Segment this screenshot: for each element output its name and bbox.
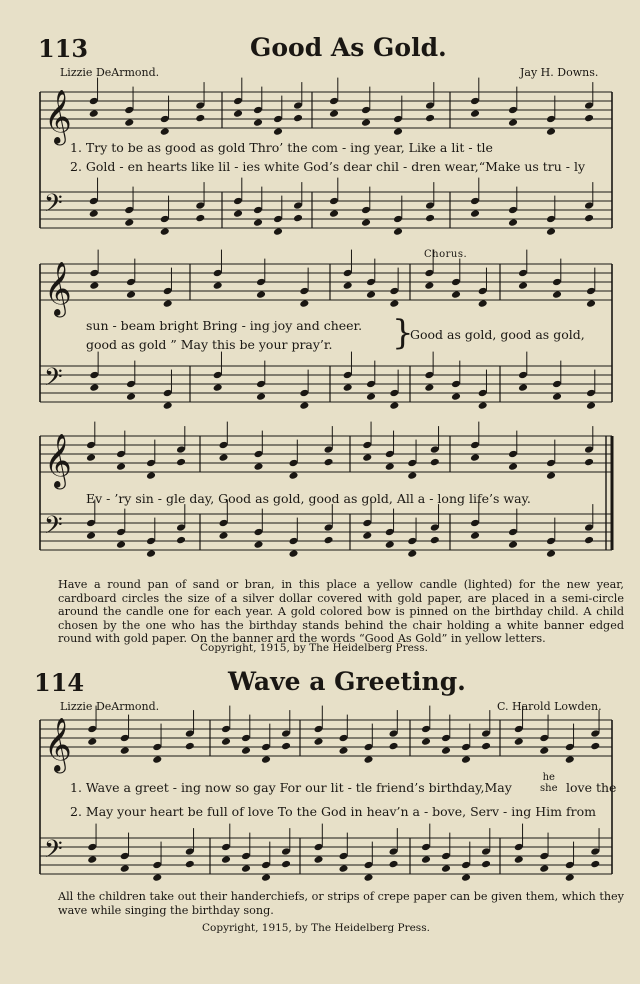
- note-head: [508, 118, 518, 127]
- note-head: [273, 127, 283, 136]
- composer-credit: C. Harold Lowden.: [497, 700, 602, 713]
- note-head: [213, 281, 223, 290]
- note-head: [221, 855, 231, 864]
- note-head: [514, 737, 524, 746]
- note-head: [470, 453, 480, 462]
- note-head: [424, 281, 434, 290]
- note-head: [299, 401, 309, 410]
- verse-1-line-1: 1. Try to be as good as gold Thro’ the com - ing year, Like a lit - tle: [70, 140, 493, 155]
- note-head: [329, 109, 339, 118]
- note-head: [146, 471, 156, 480]
- note-head: [546, 227, 556, 236]
- note-head: [514, 855, 524, 864]
- treble-clef-icon: 𝄞: [44, 718, 72, 772]
- note-head: [89, 209, 99, 218]
- note-head: [176, 458, 186, 467]
- note-head: [289, 549, 299, 558]
- note-head: [586, 299, 596, 308]
- note-head: [385, 540, 395, 549]
- note-head: [241, 746, 251, 755]
- performance-note: All the children take out their handerchiefs, or strips of crepe paper can be given them, which they wave while singing the birthday song.: [58, 890, 624, 917]
- note-head: [324, 458, 334, 467]
- note-head: [590, 742, 600, 751]
- verse-2-line-1: 2. May your heart be full of love To the God in heav’n a - bove, Serv - ing Him from: [70, 804, 596, 819]
- note-head: [146, 549, 156, 558]
- note-head: [185, 742, 195, 751]
- note-head: [195, 214, 205, 223]
- note-head: [116, 462, 126, 471]
- note-head: [421, 855, 431, 864]
- copyright: Copyright, 1915, by The Heidelberg Press.: [200, 642, 428, 654]
- pronoun-he: he: [542, 772, 555, 783]
- pronoun-she: she: [540, 783, 558, 794]
- note-head: [539, 864, 549, 873]
- bass-clef-icon: 𝄢: [44, 834, 63, 869]
- note-head: [163, 299, 173, 308]
- note-head: [299, 299, 309, 308]
- verse-1-line-1: 1. Wave a greet - ing now so gay For our lit - tle friend’s birthday,May: [70, 780, 512, 795]
- note-head: [281, 860, 291, 869]
- note-head: [393, 127, 403, 136]
- note-head: [185, 860, 195, 869]
- note-head: [407, 549, 417, 558]
- note-head: [195, 114, 205, 123]
- note-head: [508, 218, 518, 227]
- note-head: [361, 218, 371, 227]
- chorus-text: Good as gold, good as gold,: [410, 327, 585, 342]
- note-head: [253, 218, 263, 227]
- note-head: [339, 746, 349, 755]
- note-head: [152, 873, 162, 882]
- note-head: [241, 864, 251, 873]
- verse-2-line-1: 2. Gold - en hearts like lil - ies white God’s dear chil - dren wear,“Make us tru - ly: [70, 159, 586, 174]
- lyricist-credit: Lizzie DeArmond.: [60, 66, 160, 79]
- note-head: [89, 109, 99, 118]
- note-head: [364, 755, 374, 764]
- note-head: [221, 737, 231, 746]
- note-head: [261, 873, 271, 882]
- note-head: [281, 742, 291, 751]
- note-head: [261, 755, 271, 764]
- note-head: [425, 214, 435, 223]
- note-head: [361, 118, 371, 127]
- note-head: [160, 227, 170, 236]
- bass-clef-icon: 𝄢: [44, 188, 63, 223]
- lyric-line-3: Ev - ’ry sin - gle day, Good as gold, good as gold, All a - long life’s way.: [86, 491, 531, 506]
- note-head: [584, 214, 594, 223]
- note-head: [89, 281, 99, 290]
- copyright: Copyright, 1915, by The Heidelberg Press.: [202, 922, 430, 934]
- note-head: [219, 531, 229, 540]
- note-head: [430, 458, 440, 467]
- note-head: [470, 531, 480, 540]
- note-head: [451, 290, 461, 299]
- note-head: [470, 209, 480, 218]
- note-head: [430, 536, 440, 545]
- note-head: [87, 737, 97, 746]
- performance-note: Have a round pan of sand or bran, in this place a yellow candle (lighted) for the new year, cardboard circles the size of a silver dollar covered with gold paper, are placed in a semi-circle around the candle one for each year. A gold colored bow is pinned on the birthday child. A child chosen by the one who has the birthday stands behind the chair holding a white banner edged round with gold paper. On the banner ard the words “Good As Gold” in yellow letters.: [58, 578, 624, 645]
- note-head: [389, 860, 399, 869]
- note-head: [508, 462, 518, 471]
- note-head: [273, 227, 283, 236]
- note-head: [126, 392, 136, 401]
- note-head: [481, 742, 491, 751]
- note-head: [584, 458, 594, 467]
- note-head: [508, 540, 518, 549]
- note-head: [552, 290, 562, 299]
- note-head: [364, 873, 374, 882]
- treble-clef-icon: 𝄞: [44, 262, 72, 316]
- note-head: [126, 290, 136, 299]
- note-head: [518, 281, 528, 290]
- note-head: [343, 383, 353, 392]
- note-head: [324, 536, 334, 545]
- note-head: [441, 864, 451, 873]
- note-head: [539, 746, 549, 755]
- note-head: [584, 114, 594, 123]
- note-head: [120, 864, 130, 873]
- note-head: [89, 383, 99, 392]
- note-head: [256, 290, 266, 299]
- note-head: [451, 392, 461, 401]
- note-head: [219, 453, 229, 462]
- note-head: [546, 471, 556, 480]
- note-head: [163, 401, 173, 410]
- note-head: [385, 462, 395, 471]
- treble-clef-icon: 𝄞: [44, 90, 72, 144]
- note-head: [478, 299, 488, 308]
- note-head: [389, 401, 399, 410]
- note-head: [393, 227, 403, 236]
- note-head: [366, 392, 376, 401]
- note-head: [362, 531, 372, 540]
- lyricist-credit: Lizzie DeArmond.: [60, 700, 160, 713]
- note-head: [233, 109, 243, 118]
- note-head: [116, 540, 126, 549]
- note-head: [314, 737, 324, 746]
- note-head: [289, 471, 299, 480]
- note-head: [461, 755, 471, 764]
- verse-1-end: love the: [566, 780, 617, 795]
- note-head: [546, 549, 556, 558]
- note-head: [124, 118, 134, 127]
- hymn-number: 113: [38, 34, 89, 63]
- note-head: [441, 746, 451, 755]
- note-head: [590, 860, 600, 869]
- note-head: [176, 536, 186, 545]
- note-head: [366, 290, 376, 299]
- note-head: [293, 214, 303, 223]
- hymn-number: 114: [34, 668, 85, 697]
- note-head: [584, 536, 594, 545]
- verse-2-line-2: good as gold ” May this be your pray’r.: [86, 337, 333, 352]
- note-head: [586, 401, 596, 410]
- note-head: [565, 755, 575, 764]
- note-head: [389, 299, 399, 308]
- note-head: [425, 114, 435, 123]
- note-head: [124, 218, 134, 227]
- pronoun-choice: [540, 772, 558, 794]
- hymn-title: Good As Gold.: [250, 33, 447, 62]
- note-head: [87, 855, 97, 864]
- note-head: [461, 873, 471, 882]
- verse-1-line-2: sun - beam bright Bring - ing joy and cheer.: [86, 318, 363, 333]
- note-head: [293, 114, 303, 123]
- note-head: [389, 742, 399, 751]
- note-head: [407, 471, 417, 480]
- note-head: [86, 453, 96, 462]
- note-head: [314, 855, 324, 864]
- chorus-label: Chorus.: [424, 249, 468, 260]
- note-head: [253, 118, 263, 127]
- note-head: [329, 209, 339, 218]
- bass-clef-icon: 𝄢: [44, 362, 63, 397]
- note-head: [565, 873, 575, 882]
- note-head: [254, 540, 264, 549]
- note-head: [120, 746, 130, 755]
- bass-clef-icon: 𝄢: [44, 510, 63, 545]
- note-head: [546, 127, 556, 136]
- note-head: [213, 383, 223, 392]
- note-head: [424, 383, 434, 392]
- composer-credit: Jay H. Downs.: [520, 66, 599, 79]
- note-head: [254, 462, 264, 471]
- note-head: [552, 392, 562, 401]
- note-head: [362, 453, 372, 462]
- note-head: [86, 531, 96, 540]
- note-head: [256, 392, 266, 401]
- note-head: [233, 209, 243, 218]
- note-head: [470, 109, 480, 118]
- note-head: [339, 864, 349, 873]
- treble-clef-icon: 𝄞: [44, 434, 72, 488]
- note-head: [518, 383, 528, 392]
- note-head: [152, 755, 162, 764]
- note-head: [478, 401, 488, 410]
- note-head: [343, 281, 353, 290]
- brace-icon: }: [392, 313, 414, 353]
- note-head: [421, 737, 431, 746]
- hymn-title: Wave a Greeting.: [228, 667, 466, 696]
- note-head: [160, 127, 170, 136]
- note-head: [481, 860, 491, 869]
